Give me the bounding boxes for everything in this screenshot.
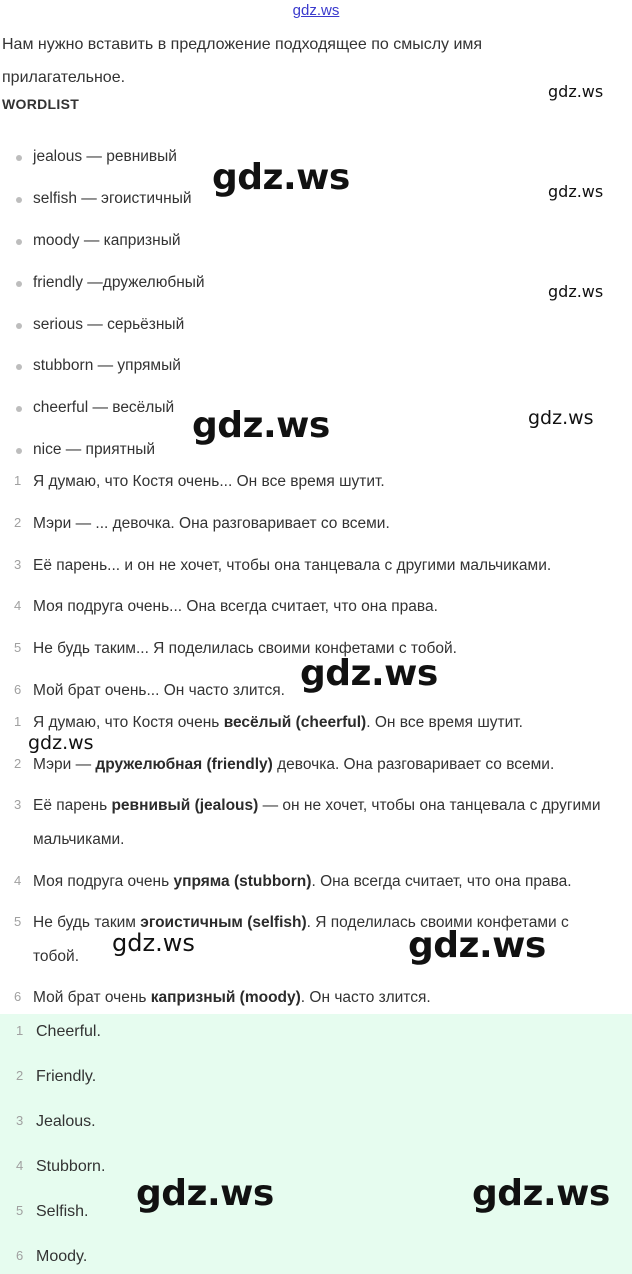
watermark: gdz.ws [408,925,546,966]
answer-text: Friendly. [36,1068,97,1085]
answer-text: Moody. [36,1248,88,1265]
question-text: Не будь таким... Я поделилась своими конфетами с тобой. [33,640,457,657]
bullet-icon [16,323,22,329]
watermark: gdz.ws [136,1173,274,1214]
wordlist-item-text: jealous — ревнивый [33,148,177,165]
translation-text: Не будь таким эгоистичным (selfish). Я поделилась своими конфетами с тобой. [33,914,569,965]
site-link[interactable]: gdz.ws [292,2,340,19]
bullet-icon [16,281,22,287]
watermark: gdz.ws [472,1173,610,1214]
answer-number: 3 [16,1113,24,1128]
answer-text: Stubborn. [36,1158,106,1175]
watermark: gdz.ws [528,407,594,429]
question-number: 6 [14,682,22,697]
watermark: gdz.ws [192,405,330,446]
translation-answer: весёлый (cheerful) [223,714,367,731]
wordlist-item-text: nice — приятный [33,441,156,458]
wordlist-item-text: cheerful — весёлый [33,399,175,416]
wordlist-title: WORDLIST [2,96,80,112]
wordlist-item-text: serious — серьёзный [33,316,185,333]
translation-answer: дружелюбная (friendly) [95,756,273,773]
question-text: Её парень... и он не хочет, чтобы она танцевала с другими мальчиками. [33,557,552,574]
answer-text: Jealous. [36,1113,96,1130]
translation-number: 4 [14,873,22,888]
watermark: gdz.ws [548,282,604,301]
translation-number: 6 [14,989,22,1004]
question-number: 4 [14,598,22,613]
answer-number: 6 [16,1248,24,1263]
bullet-icon [16,239,22,245]
translation-text: Мэри — дружелюбная (friendly) девочка. Она разговаривает со всеми. [33,756,555,773]
watermark: gdz.ws [548,182,604,201]
translation-answer: капризный (moody) [150,989,301,1006]
watermark: gdz.ws [548,82,604,101]
translation-text: Я думаю, что Костя очень весёлый (cheerful). Он все время шутит. [33,714,523,731]
bullet-icon [16,406,22,412]
question-text: Мэри — ... девочка. Она разговаривает со всеми. [33,515,390,532]
translation-answer: упряма (stubborn) [173,873,312,890]
question-number: 5 [14,640,22,655]
bullet-icon [16,197,22,203]
translation-number: 3 [14,797,22,812]
question-text: Моя подруга очень... Она всегда считает, что она права. [33,598,438,615]
bullet-icon [16,155,22,161]
answer-number: 2 [16,1068,24,1083]
question-text: Я думаю, что Костя очень... Он все время шутит. [33,473,385,490]
bullet-icon [16,364,22,370]
translation-number: 5 [14,914,22,929]
translation-answer: ревнивый (jealous) [111,797,259,814]
answer-text: Cheerful. [36,1023,101,1040]
wordlist-item-text: stubborn — упрямый [33,357,181,374]
answer-number: 1 [16,1023,24,1038]
wordlist-item-text: moody — капризный [33,232,181,249]
question-number: 2 [14,515,22,530]
wordlist-item-text: selfish — эгоистичный [33,190,192,207]
question-number: 1 [14,473,22,488]
answers-panel [0,1014,632,1274]
watermark: gdz.ws [212,157,350,198]
translation-text: Её парень ревнивый (jealous) — он не хочет, чтобы она танцевала с другими мальчиками. [33,797,601,848]
bullet-icon [16,448,22,454]
answer-number: 5 [16,1203,24,1218]
question-text: Мой брат очень... Он часто злится. [33,682,285,699]
wordlist-item-text: friendly —дружелюбный [33,274,205,291]
watermark: gdz.ws [112,929,195,957]
answer-number: 4 [16,1158,24,1173]
translation-text: Моя подруга очень упряма (stubborn). Она всегда считает, что она права. [33,873,572,890]
task-intro: Нам нужно вставить в предложение подходящее по смыслу имя прилагательное. [2,36,483,86]
question-number: 3 [14,557,22,572]
watermark: gdz.ws [28,732,94,754]
translation-number: 2 [14,756,22,771]
answer-text: Selfish. [36,1203,89,1220]
translation-text: Мой брат очень капризный (moody). Он часто злится. [33,989,431,1006]
translation-number: 1 [14,714,22,729]
translation-answer: эгоистичным (selfish) [140,914,307,931]
watermark: gdz.ws [300,653,438,694]
